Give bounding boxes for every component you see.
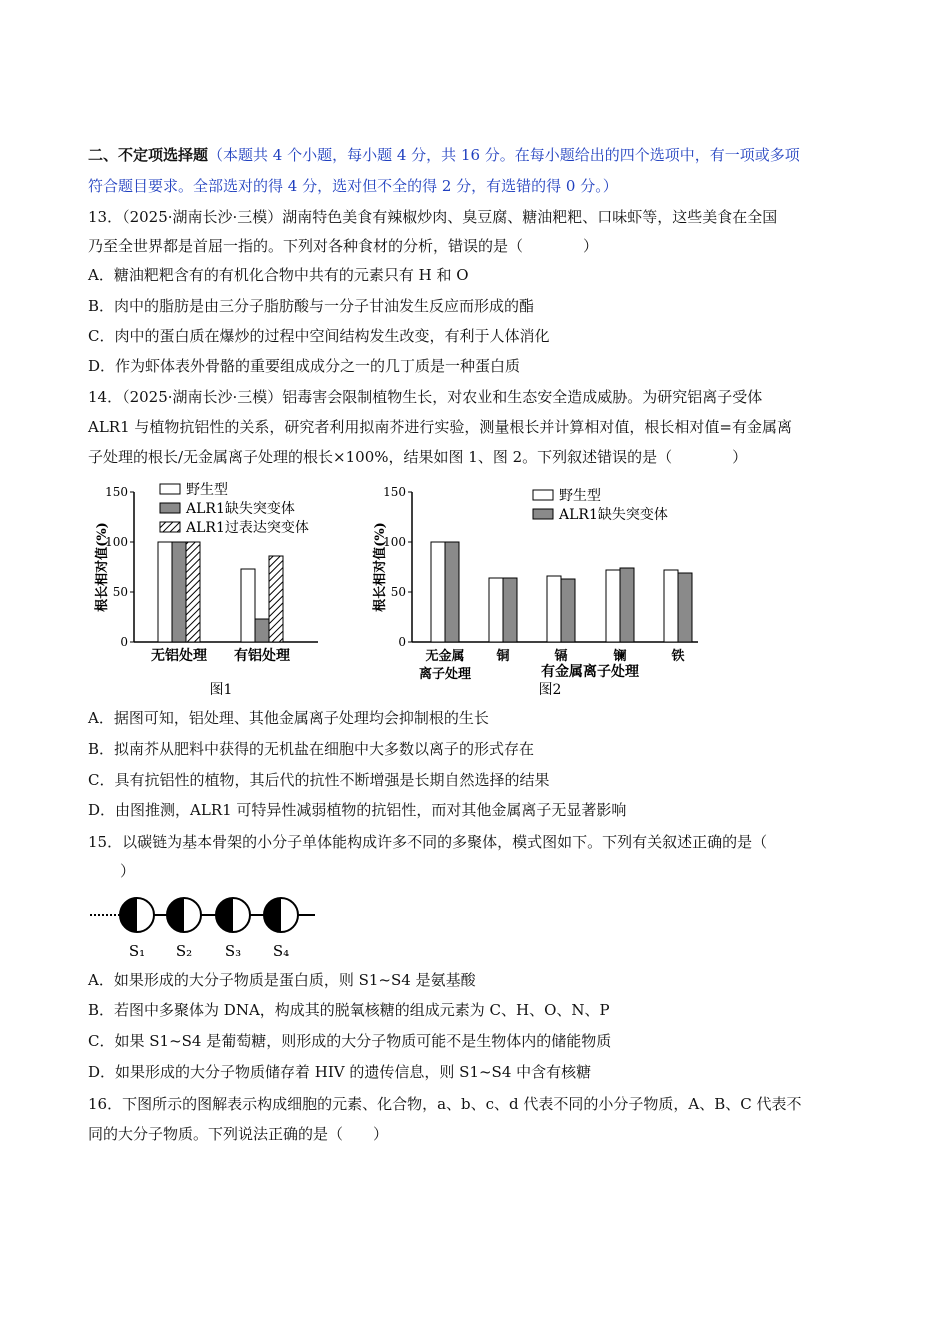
q15-option-a: A．如果形成的大分子物质是蛋白质，则 S1~S4 是氨基酸 (88, 971, 476, 989)
q14-stem-1: 14．（2025·湖南长沙·三模）铝毒害会限制植物生长，对农业和生态安全造成威胁。为研究铝离子受体 (88, 388, 763, 406)
q16-stem-2: 同的大分子物质。下列说法正确的是（ ） (88, 1125, 389, 1143)
bar (158, 542, 172, 642)
figure-caption: 图2 (538, 682, 562, 698)
legend-swatch (160, 503, 180, 513)
bar (445, 542, 459, 642)
monomer-4 (264, 898, 298, 960)
y-tick-label: 100 (383, 535, 406, 549)
x-tick-label: 镉 (554, 649, 568, 664)
x-tick-label: 无金属 (425, 649, 465, 664)
q13-stem-2: 乃至全世界都是首屈一指的。下列对各种食材的分析，错误的是（ ） (88, 237, 599, 255)
bar (620, 568, 634, 642)
bar (547, 576, 561, 642)
section-instructions-1: （本题共 4 个小题，每小题 4 分，共 16 分。在每小题给出的四个选项中，有一项或多项 (208, 146, 800, 164)
x-tick-label: 无铝处理 (151, 648, 207, 664)
section-header (88, 145, 800, 165)
monomer-3 (216, 898, 250, 960)
x-tick-label: 镧 (613, 649, 627, 664)
legend-label: ALR1缺失突变体 (559, 507, 668, 523)
monomer-half (264, 898, 281, 932)
y-tick-label: 0 (398, 635, 406, 649)
q15-stem-1: 15．以碳链为基本骨架的小分子单体能构成许多不同的多聚体，模式图如下。下列有关叙述正确的是（ (88, 833, 768, 851)
q14-option-a: A．据图可知，铝处理、其他金属离子处理均会抑制根的生长 (88, 709, 489, 727)
q16-stem-1: 16．下图所示的图解表示构成细胞的元素、化合物，a、b、c、d 代表不同的小分子物质，A、B、C 代表不 (88, 1095, 802, 1113)
group-label: 有金属离子处理 (541, 664, 639, 680)
legend-label: 野生型 (559, 488, 601, 504)
polymer-diagram (85, 890, 325, 965)
monomer-label: S₁ (128, 942, 146, 960)
q14-option-b: B．拟南芥从肥料中获得的无机盐在细胞中大多数以离子的形式存在 (88, 740, 535, 758)
monomer-half (216, 898, 233, 932)
legend-swatch (160, 522, 180, 532)
monomer-1 (120, 898, 154, 960)
q14-stem-3: 子处理的根长/无金属离子处理的根长×100%，结果如图 1、图 2。下列叙述错误的是（ ） (88, 448, 748, 466)
legend-label: ALR1过表达突变体 (186, 520, 309, 536)
q15-option-c: C．如果 S1~S4 是葡萄糖，则形成的大分子物质可能不是生物体内的储能物质 (88, 1032, 612, 1050)
x-tick-label: 有铝处理 (234, 648, 290, 664)
y-axis-label: 根长相对值(%) (95, 522, 110, 612)
q13-option-d: D．作为虾体表外骨骼的重要组成成分之一的几丁质是一种蛋白质 (88, 357, 521, 375)
q14-option-d: D．由图推测，ALR1 可特异性减弱植物的抗铝性，而对其他金属离子无显著影响 (88, 801, 627, 819)
bar (606, 570, 620, 642)
bar (561, 579, 575, 642)
q15-option-d: D．如果形成的大分子物质储存着 HIV 的遗传信息，则 S1~S4 中含有核糖 (88, 1063, 592, 1081)
monomer-half (120, 898, 137, 932)
monomer-label: S₃ (224, 942, 242, 960)
y-tick-label: 50 (390, 585, 406, 599)
section-instructions-2: 符合题目要求。全部选对的得 4 分，选对但不全的得 2 分，有选错的得 0 分。） (88, 177, 618, 195)
y-tick-label: 0 (120, 635, 128, 649)
x-tick-label: 铁 (671, 649, 685, 664)
figure-2-chart (372, 485, 698, 698)
bar (431, 542, 445, 642)
legend-swatch (160, 484, 180, 494)
bar (664, 570, 678, 642)
monomer-label: S₄ (272, 942, 290, 960)
y-axis-label: 根长相对值(%) (373, 522, 388, 612)
q13-option-b: B．肉中的脂肪是由三分子脂肪酸与一分子甘油发生反应而形成的酯 (88, 297, 535, 315)
legend-label: 野生型 (186, 482, 228, 498)
q14-stem-2: ALR1 与植物抗铝性的关系，研究者利用拟南芥进行实验，测量根长并计算相对值，根长相对值=有金属离 (88, 418, 792, 436)
q15-stem-2: ） (120, 862, 136, 880)
y-tick-label: 100 (105, 535, 128, 549)
figure-1-chart (94, 481, 318, 698)
bar (269, 556, 283, 642)
q13-option-a: A．糖油粑粑含有的有机化合物中共有的元素只有 H 和 O (88, 266, 469, 284)
bar (255, 619, 269, 642)
legend-swatch (533, 509, 553, 519)
bar (489, 578, 503, 642)
bar (186, 542, 200, 642)
figure-caption: 图1 (209, 682, 233, 698)
x-tick-label: 铜 (496, 649, 510, 664)
q14-option-c: C．具有抗铝性的植物，其后代的抗性不断增强是长期自然选择的结果 (88, 771, 550, 789)
monomer-2 (167, 898, 201, 960)
x-tick-label: 离子处理 (418, 667, 472, 682)
q14-figures (0, 475, 950, 705)
section-title: 二、不定项选择题 (88, 146, 209, 164)
q13-option-c: C．肉中的蛋白质在爆炒的过程中空间结构发生改变，有利于人体消化 (88, 327, 550, 345)
bar (241, 569, 255, 642)
q15-option-b: B．若图中多聚体为 DNA，构成其的脱氧核糖的组成元素为 C、H、O、N、P (88, 1001, 610, 1019)
monomer-half (167, 898, 184, 932)
bar (503, 578, 517, 642)
bar (172, 542, 186, 642)
y-tick-label: 150 (105, 485, 128, 499)
monomer-label: S₂ (175, 942, 193, 960)
y-tick-label: 150 (383, 485, 406, 499)
legend-label: ALR1缺失突变体 (186, 501, 295, 517)
bar (678, 573, 692, 642)
y-tick-label: 50 (112, 585, 128, 599)
legend-swatch (533, 490, 553, 500)
q13-stem-1: 13．（2025·湖南长沙·三模）湖南特色美食有辣椒炒肉、臭豆腐、糖油粑粑、口味虾等，这些美食在全国 (88, 208, 778, 226)
